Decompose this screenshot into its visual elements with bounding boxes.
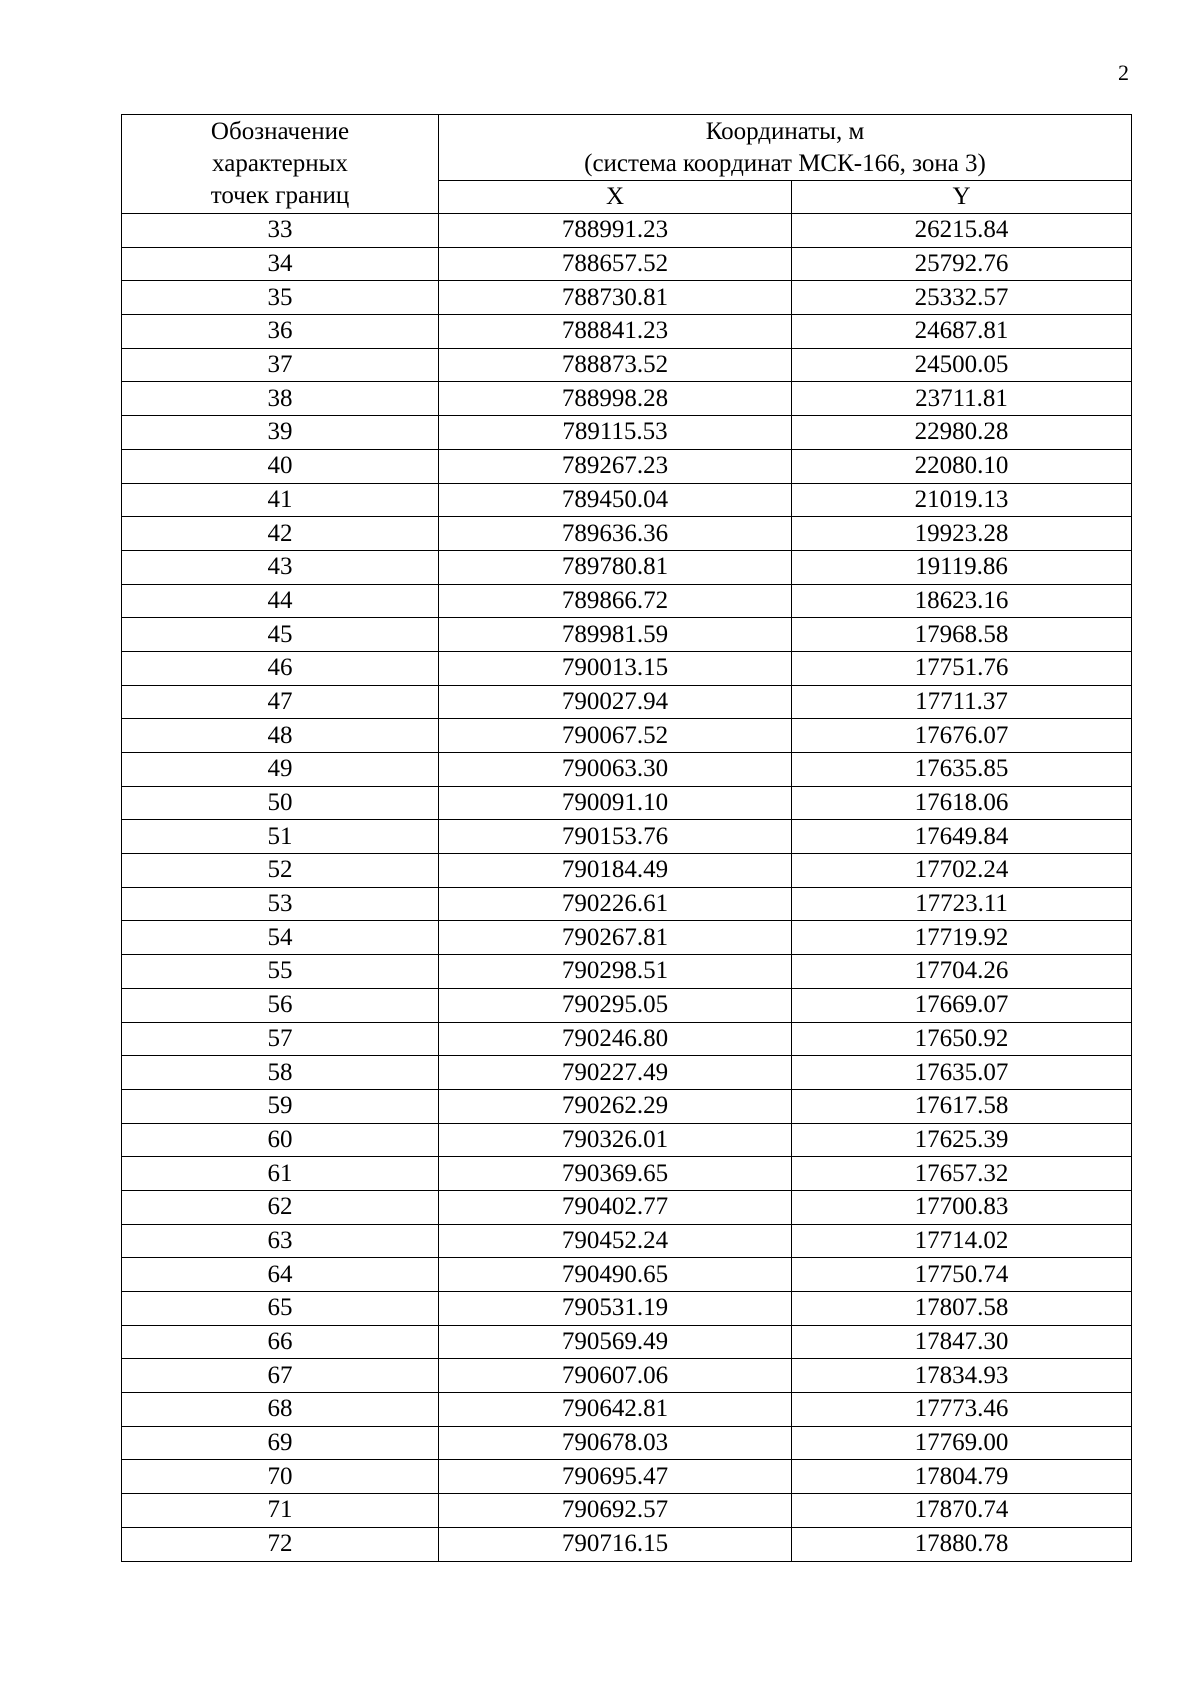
x-coordinate-cell: 788991.23: [439, 214, 792, 248]
point-number-cell: 41: [122, 483, 439, 517]
y-coordinate-cell: 17704.26: [792, 955, 1132, 989]
point-number-cell: 55: [122, 955, 439, 989]
x-coordinate-cell: 790607.06: [439, 1359, 792, 1393]
point-number-cell: 43: [122, 550, 439, 584]
table-row: [122, 1157, 1132, 1191]
x-coordinate-cell: 789780.81: [439, 550, 792, 584]
y-coordinate-cell: 17657.32: [792, 1157, 1132, 1191]
point-number-cell: 71: [122, 1494, 439, 1528]
point-number-cell: 49: [122, 753, 439, 787]
point-number-cell: 51: [122, 820, 439, 854]
y-coordinate-cell: 19923.28: [792, 517, 1132, 551]
point-number-cell: 45: [122, 618, 439, 652]
table-row: [122, 1022, 1132, 1056]
x-coordinate-cell: 790246.80: [439, 1022, 792, 1056]
x-coordinate-cell: 788730.81: [439, 281, 792, 315]
point-number-cell: 34: [122, 247, 439, 281]
table-row: [122, 1393, 1132, 1427]
point-number-cell: 69: [122, 1426, 439, 1460]
x-column-header: X: [439, 181, 792, 214]
point-number-cell: 52: [122, 854, 439, 888]
table-row: [122, 1527, 1132, 1561]
table-row: [122, 1190, 1132, 1224]
table-row: [122, 416, 1132, 450]
y-coordinate-cell: 17807.58: [792, 1292, 1132, 1326]
y-coordinate-cell: 17773.46: [792, 1393, 1132, 1427]
point-number-cell: 39: [122, 416, 439, 450]
point-number-cell: 54: [122, 921, 439, 955]
x-coordinate-cell: 790027.94: [439, 685, 792, 719]
table-row: [122, 348, 1132, 382]
x-coordinate-cell: 790063.30: [439, 753, 792, 787]
point-number-cell: 38: [122, 382, 439, 416]
x-coordinate-cell: 789636.36: [439, 517, 792, 551]
table-row: [122, 887, 1132, 921]
table-row: [122, 1089, 1132, 1123]
point-number-cell: 59: [122, 1089, 439, 1123]
x-coordinate-cell: 789450.04: [439, 483, 792, 517]
x-coordinate-cell: 788657.52: [439, 247, 792, 281]
table-row: [122, 1292, 1132, 1326]
y-coordinate-cell: 17751.76: [792, 651, 1132, 685]
y-coordinate-cell: 17700.83: [792, 1190, 1132, 1224]
y-coordinate-cell: 18623.16: [792, 584, 1132, 618]
x-coordinate-cell: 788873.52: [439, 348, 792, 382]
table-row: [122, 1494, 1132, 1528]
point-number-cell: 56: [122, 988, 439, 1022]
point-header-line-1: Обозначение: [210, 118, 350, 145]
y-coordinate-cell: 17750.74: [792, 1258, 1132, 1292]
point-header-line-2: характерных: [212, 150, 348, 177]
x-coordinate-cell: 790531.19: [439, 1292, 792, 1326]
point-number-cell: 42: [122, 517, 439, 551]
x-coordinate-cell: 790695.47: [439, 1460, 792, 1494]
table-row: [122, 753, 1132, 787]
y-coordinate-cell: 17723.11: [792, 887, 1132, 921]
point-number-cell: 72: [122, 1527, 439, 1561]
y-coordinate-cell: 17625.39: [792, 1123, 1132, 1157]
table-row: [122, 1258, 1132, 1292]
x-coordinate-cell: 790642.81: [439, 1393, 792, 1427]
point-number-cell: 58: [122, 1056, 439, 1090]
point-number-cell: 63: [122, 1224, 439, 1258]
x-coordinate-cell: 790267.81: [439, 921, 792, 955]
x-coordinate-cell: 790569.49: [439, 1325, 792, 1359]
table-row: [122, 1359, 1132, 1393]
y-coordinate-cell: 22980.28: [792, 416, 1132, 450]
point-header-line-3: точек границ: [210, 182, 350, 209]
y-coordinate-cell: 17650.92: [792, 1022, 1132, 1056]
x-coordinate-cell: 790295.05: [439, 988, 792, 1022]
x-coordinate-cell: 790226.61: [439, 887, 792, 921]
y-coordinate-cell: 25792.76: [792, 247, 1132, 281]
point-number-cell: 64: [122, 1258, 439, 1292]
point-number-cell: 48: [122, 719, 439, 753]
table-row: [122, 449, 1132, 483]
x-coordinate-cell: 790402.77: [439, 1190, 792, 1224]
table-row: [122, 1325, 1132, 1359]
table-row: [122, 1056, 1132, 1090]
y-coordinate-cell: 24500.05: [792, 348, 1132, 382]
y-coordinate-cell: 24687.81: [792, 315, 1132, 349]
point-number-cell: 53: [122, 887, 439, 921]
x-coordinate-cell: 790326.01: [439, 1123, 792, 1157]
y-coordinate-cell: 17834.93: [792, 1359, 1132, 1393]
y-coordinate-cell: 17618.06: [792, 786, 1132, 820]
table-row: [122, 820, 1132, 854]
table-row: [122, 584, 1132, 618]
x-coordinate-cell: 790013.15: [439, 651, 792, 685]
y-coordinate-cell: 17968.58: [792, 618, 1132, 652]
y-coordinate-cell: 21019.13: [792, 483, 1132, 517]
point-number-cell: 46: [122, 651, 439, 685]
point-number-cell: 66: [122, 1325, 439, 1359]
table-row: [122, 1224, 1132, 1258]
x-coordinate-cell: 790369.65: [439, 1157, 792, 1191]
coordinate-system: (система координат МСК-166, зона 3): [584, 149, 986, 177]
table-row: [122, 685, 1132, 719]
y-coordinate-cell: 26215.84: [792, 214, 1132, 248]
y-coordinate-cell: 17847.30: [792, 1325, 1132, 1359]
coordinates-header: [439, 115, 1132, 181]
y-coordinate-cell: 17769.00: [792, 1426, 1132, 1460]
x-coordinate-cell: 790452.24: [439, 1224, 792, 1258]
x-coordinate-cell: 790298.51: [439, 955, 792, 989]
table-row: [122, 618, 1132, 652]
point-number-cell: 65: [122, 1292, 439, 1326]
point-number-cell: 62: [122, 1190, 439, 1224]
x-coordinate-cell: 790184.49: [439, 854, 792, 888]
y-coordinate-cell: 22080.10: [792, 449, 1132, 483]
x-coordinate-cell: 789981.59: [439, 618, 792, 652]
y-coordinate-cell: 17804.79: [792, 1460, 1132, 1494]
x-coordinate-cell: 789267.23: [439, 449, 792, 483]
point-number-cell: 61: [122, 1157, 439, 1191]
table-row: [122, 955, 1132, 989]
point-number-cell: 67: [122, 1359, 439, 1393]
x-coordinate-cell: 790490.65: [439, 1258, 792, 1292]
point-number-cell: 33: [122, 214, 439, 248]
x-coordinate-cell: 790091.10: [439, 786, 792, 820]
table-row: [122, 1460, 1132, 1494]
x-coordinate-cell: 789115.53: [439, 416, 792, 450]
point-number-cell: 57: [122, 1022, 439, 1056]
table-row: [122, 214, 1132, 248]
table-row: [122, 854, 1132, 888]
y-coordinate-cell: 17880.78: [792, 1527, 1132, 1561]
y-coordinate-cell: 17711.37: [792, 685, 1132, 719]
point-number-cell: 40: [122, 449, 439, 483]
x-coordinate-cell: 790067.52: [439, 719, 792, 753]
point-number-cell: 37: [122, 348, 439, 382]
table-row: [122, 517, 1132, 551]
y-column-header: Y: [792, 181, 1132, 214]
point-number-cell: 44: [122, 584, 439, 618]
point-designation-header: [122, 115, 439, 214]
table-row: [122, 382, 1132, 416]
x-coordinate-cell: 789866.72: [439, 584, 792, 618]
table-row: [122, 315, 1132, 349]
point-number-cell: 70: [122, 1460, 439, 1494]
table-row: [122, 247, 1132, 281]
page-number: 2: [1118, 60, 1129, 85]
coordinates-table: [121, 114, 1132, 1562]
x-coordinate-cell: 790153.76: [439, 820, 792, 854]
table-row: [122, 786, 1132, 820]
x-coordinate-cell: 790678.03: [439, 1426, 792, 1460]
y-coordinate-cell: 25332.57: [792, 281, 1132, 315]
y-coordinate-cell: 17714.02: [792, 1224, 1132, 1258]
table-row: [122, 651, 1132, 685]
y-coordinate-cell: 17719.92: [792, 921, 1132, 955]
y-coordinate-cell: 17649.84: [792, 820, 1132, 854]
x-coordinate-cell: 790692.57: [439, 1494, 792, 1528]
y-coordinate-cell: 17617.58: [792, 1089, 1132, 1123]
point-number-cell: 60: [122, 1123, 439, 1157]
table-header: [122, 115, 1132, 214]
x-coordinate-cell: 788841.23: [439, 315, 792, 349]
table-row: [122, 550, 1132, 584]
y-coordinate-cell: 17870.74: [792, 1494, 1132, 1528]
table-row: [122, 281, 1132, 315]
x-coordinate-cell: 790716.15: [439, 1527, 792, 1561]
x-coordinate-cell: 790227.49: [439, 1056, 792, 1090]
table-row: [122, 988, 1132, 1022]
y-coordinate-cell: 17676.07: [792, 719, 1132, 753]
table-row: [122, 1123, 1132, 1157]
point-number-cell: 47: [122, 685, 439, 719]
table-row: [122, 719, 1132, 753]
coordinates-title: Координаты, м: [705, 117, 865, 145]
point-number-cell: 36: [122, 315, 439, 349]
table-row: [122, 1426, 1132, 1460]
y-coordinate-cell: 19119.86: [792, 550, 1132, 584]
point-number-cell: 50: [122, 786, 439, 820]
table-row: [122, 483, 1132, 517]
y-coordinate-cell: 17635.07: [792, 1056, 1132, 1090]
table-body: [122, 214, 1132, 1562]
y-coordinate-cell: 17635.85: [792, 753, 1132, 787]
x-coordinate-cell: 790262.29: [439, 1089, 792, 1123]
x-coordinate-cell: 788998.28: [439, 382, 792, 416]
y-coordinate-cell: 17702.24: [792, 854, 1132, 888]
point-number-cell: 35: [122, 281, 439, 315]
y-coordinate-cell: 17669.07: [792, 988, 1132, 1022]
table-row: [122, 921, 1132, 955]
point-number-cell: 68: [122, 1393, 439, 1427]
y-coordinate-cell: 23711.81: [792, 382, 1132, 416]
